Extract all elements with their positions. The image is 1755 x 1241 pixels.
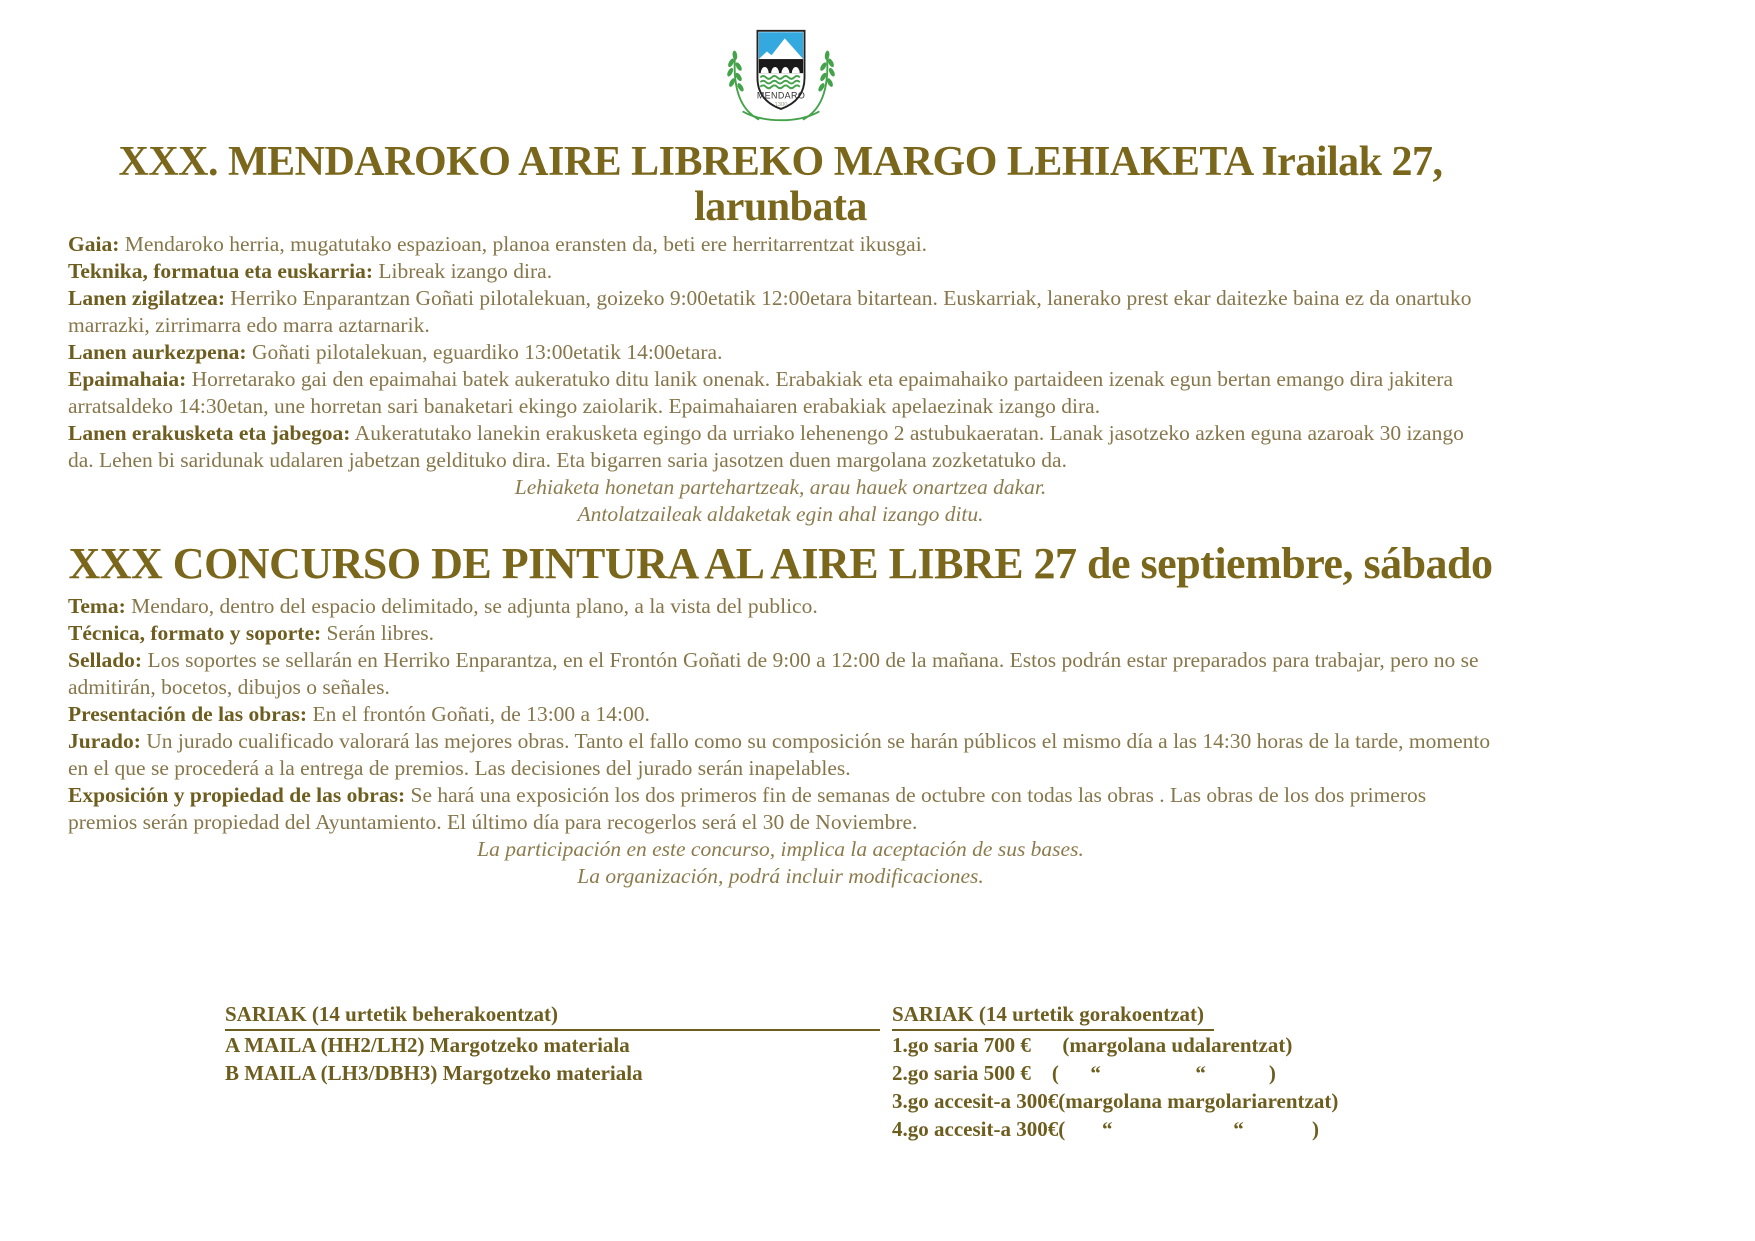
basque-item-erakusketa — [68, 420, 1493, 474]
basque-title: XXX. MENDAROKO AIRE LIBREKO MARGO LEHIAKETA Irailak 27, larunbata — [118, 139, 1443, 231]
item-label: Gaia: — [68, 231, 120, 256]
item-label: Técnica, formato y soporte: — [68, 621, 322, 646]
logo-year: 1300 — [774, 102, 787, 109]
logo-town-name: MENDARO — [756, 90, 805, 101]
spanish-item-exposicion — [68, 782, 1493, 836]
item-label: Presentación de las obras: — [68, 702, 308, 727]
spanish-note-2: La organización, podrá incluir modificaciones. — [577, 864, 984, 889]
item-text: Herriko Enparantzan Goñati pilotalekuan, goizeko 9:00etatik 12:00etara bitartean. Euskarriak, lanerako prest ekar daitezke baina ez da onartuko marrazki, zirrimarra edo marra aztarnarik. — [68, 285, 1472, 337]
prize-row: A MAILA (HH2/LH2) Margotzeko materiala — [225, 1033, 630, 1058]
item-label: Lanen zigilatzea: — [68, 285, 226, 310]
basque-item-aurkezpena — [68, 339, 1493, 366]
basque-note-1: Lehiaketa honetan partehartzeak, arau hauek onartzea dakar. — [514, 474, 1047, 499]
prize-row: B MAILA (LH3/DBH3) Margotzeko materiala — [225, 1061, 643, 1086]
prize-row: 2.go saria 500 € ( “ “ ) — [892, 1061, 1276, 1086]
item-text: Se hará una exposición los dos primeros fin de semanas de octubre con todas las obras . Las obras de los dos primeros premios serán propiedad del Ayuntamiento. El último día para recogerlos será el 30 de Noviembre. — [68, 783, 1427, 835]
item-text: En el frontón Goñati, de 13:00 a 14:00. — [307, 702, 650, 727]
spanish-item-presentacion — [68, 701, 1493, 728]
item-label: Teknika, formatua eta euskarria: — [68, 258, 373, 283]
spanish-item-sellado — [68, 647, 1493, 701]
item-text: Goñati pilotalekuan, eguardiko 13:00etatik 14:00etara. — [246, 339, 723, 364]
prizes-section — [225, 1000, 1493, 1143]
item-label: Lanen erakusketa eta jabegoa: — [68, 420, 351, 445]
mendaro-coat-of-arms — [68, 26, 1493, 126]
item-text: Los soportes se sellarán en Herriko Enparantza, en el Frontón Goñati de 9:00 a 12:00 de la mañana. Estos podrán estar preparados para trabajar, pero no se admitirán, bocetos, dibujos o señales. — [68, 648, 1479, 700]
item-label: Sellado: — [68, 648, 143, 673]
item-text: Mendaro, dentro del espacio delimitado, se adjunta plano, a la vista del publico. — [125, 594, 818, 619]
item-label: Lanen aurkezpena: — [68, 339, 247, 364]
prizes-over-14-header — [892, 1000, 1338, 1031]
prize-row: 1.go saria 700 € (margolana udalarentzat) — [892, 1033, 1293, 1058]
item-text: Mendaroko herria, mugatutako espazioan, planoa eransten da, beti ere herritarrentzat ikusgai. — [119, 231, 928, 256]
spanish-item-tema — [68, 593, 1493, 620]
spanish-item-jurado — [68, 728, 1493, 782]
item-label: Tema: — [68, 594, 126, 619]
basque-item-gaia — [68, 231, 1493, 258]
prizes-over-14-column — [892, 1000, 1338, 1143]
prizes-over-14-header-text: SARIAK (14 urtetik gorakoentzat) — [892, 1000, 1214, 1031]
basque-item-epaimahaia — [68, 366, 1493, 420]
basque-item-zigilatzea — [68, 285, 1493, 339]
coat-of-arms-icon — [717, 26, 845, 126]
spanish-note-1: La participación en este concurso, implica la aceptación de sus bases. — [477, 837, 1084, 862]
item-label: Epaimahaia: — [68, 366, 187, 391]
document-content — [68, 26, 1493, 1143]
item-text: Libreak izango dira. — [372, 258, 553, 283]
item-text: Serán libres. — [321, 621, 434, 646]
basque-note-2: Antolatzaileak aldaketak egin ahal izango ditu. — [577, 501, 984, 526]
item-label: Jurado: — [68, 729, 141, 754]
spanish-title: XXX CONCURSO DE PINTURA AL AIRE LIBRE 27 de septiembre, sábado — [68, 538, 1493, 588]
item-text: Un jurado cualificado valorará las mejores obras. Tanto el fallo como su composición se harán públicos el mismo día a las 14:30 horas de la tarde, momento en el que se procederá a la entrega de premios. Las decisiones del jurado serán inapelables. — [68, 729, 1491, 781]
item-label: Exposición y propiedad de las obras: — [68, 783, 406, 808]
spanish-item-tecnica — [68, 620, 1493, 647]
prizes-under-14-header: SARIAK (14 urtetik beherakoentzat) — [225, 1000, 880, 1031]
prize-row: 4.go accesit-a 300€( “ “ ) — [892, 1117, 1319, 1142]
prizes-under-14-column — [225, 1000, 880, 1143]
basque-item-teknika — [68, 258, 1493, 285]
item-text: Aukeratutako lanekin erakusketa egingo da urriako lehenengo 2 astubukaeratan. Lanak jasotzeko azken eguna azaroak 30 izango da. Lehen bi saridunak udalaren jabetzan geldituko dira. Eta bigarren saria jasotzen duen margolana zozketatuko da. — [68, 420, 1464, 472]
prize-row: 3.go accesit-a 300€(margolana margolariarentzat) — [892, 1089, 1339, 1114]
item-text: Horretarako gai den epaimahai batek aukeratuko ditu lanik onenak. Erabakiak eta epaimahaiko partaideen izenak egun bertan emango dira jakitera arratsaldeko 14:30etan, une horretan sari banaketari ekingo zaiolarik. Epaimahaiaren erabakiak apelaezinak izango dira. — [68, 366, 1454, 418]
